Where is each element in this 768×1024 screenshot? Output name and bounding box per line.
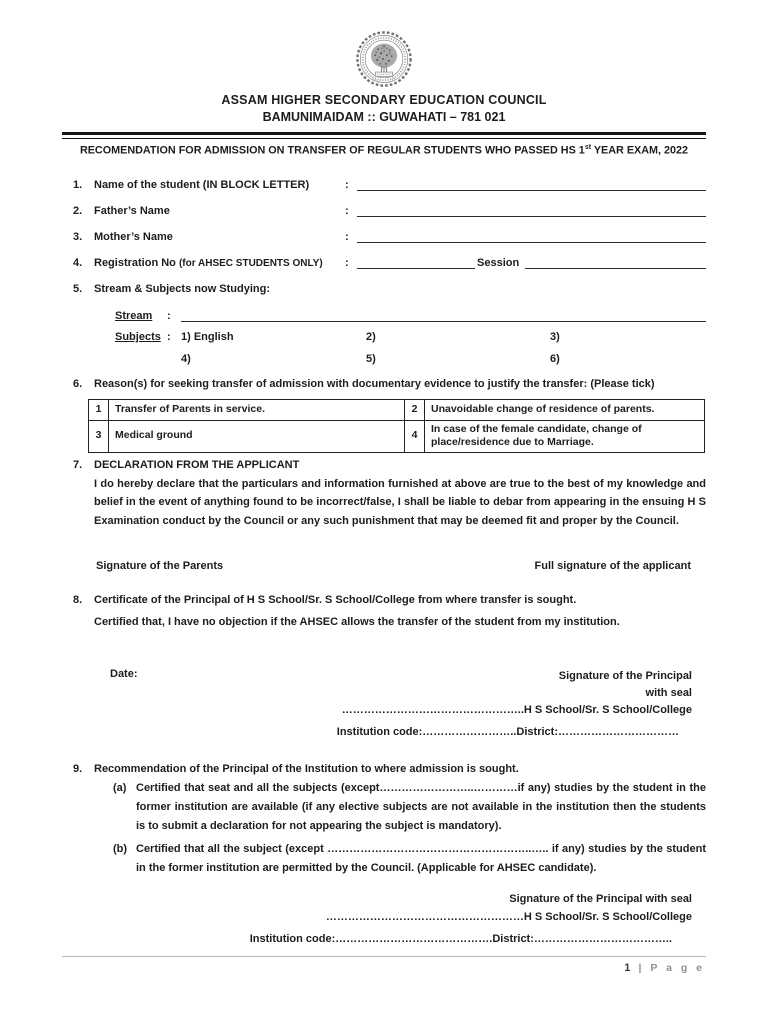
page-number: 1 [624,962,631,974]
item-a-text: Certified that seat and all the subjects (except……………………..…………if any) studies by the student in the former institution are available (if any elective subjects are not available in the institution then the students is to submit a declaration for not appearing the subject is mandatory). [136,782,706,833]
stream-subjects-heading: Stream & Subjects now Studying: [94,282,271,295]
principal-signature-line-1: Signature of the Principal [558,670,692,683]
reason-4-text: In case of the female candidate, change of place/residence due to Marriage. [425,420,705,452]
subject-slot-1: 1) English [181,330,234,343]
declaration-heading-row [73,459,706,471]
subject-slot-4: 4) [181,352,191,365]
mother-name-blank-line [357,229,706,243]
mother-name-label: Mother’s Name [94,230,173,243]
item-b-label: (b) [113,843,128,856]
father-name-label: Father’s Name [94,204,170,217]
colon: : [167,309,171,322]
document-title-main: RECOMENDATION FOR ADMISSION ON TRANSFER OF REGULAR STUDENTS WHO PASSED HS 1 [79,144,585,157]
subject-slot-3: 3) [550,330,560,343]
field-mother-name [73,229,706,243]
transfer-reasons-table [88,399,705,453]
reason-1-text: Transfer of Parents in service. [109,399,405,420]
document-header [0,0,768,124]
table-row [89,420,705,452]
item-number: 4. [73,256,83,269]
school-dotted-line: ………………………………………………H S School/Sr. S School/College [325,911,692,924]
recommendation-signature-block [73,890,706,948]
principal-recommendation-heading: Recommendation of the Principal of the Institution to where admission is sought. [94,763,519,776]
stream-label: Stream [115,309,153,322]
subjects-row-1 [115,331,706,345]
field-student-name [73,177,706,191]
item-a-label: (a) [113,782,127,795]
institution-code-district-line: Institution code:…………………………………….District:……………………………….. [249,933,672,946]
colon: : [167,330,171,343]
field-registration-no [73,255,706,269]
item-number: 6. [73,377,83,390]
school-dotted-line: …………………………………………..H S School/Sr. S School/College [341,704,692,717]
document-title [0,144,768,157]
page-label: | P a g e [638,962,705,974]
session-label: Session [477,256,520,269]
header-divider [62,132,706,139]
reason-3-number: 3 [89,420,109,452]
page-footer [624,962,705,974]
transfer-reason-heading: Reason(s) for seeking transfer of admission with documentary evidence to justify the transfer: (Please tick) [94,377,655,390]
document-title-tail: YEAR EXAM, 2022 [591,144,689,157]
registration-no-blank-line [357,255,475,269]
reason-4-number: 4 [405,420,425,452]
council-name: ASSAM HIGHER SECONDARY EDUCATION COUNCIL [221,93,547,107]
reason-1-number: 1 [89,399,109,420]
item-number: 3. [73,230,83,243]
item-b-text: Certified that all the subject (except ………………………………………………..….. if any) studies by the student in the former institution are permitted by the Council. (Applicable for AHSEC candidate). [136,843,706,875]
item-number: 2. [73,204,83,217]
principal-signature-line-2: with seal [645,687,692,700]
reason-2-number: 2 [405,399,425,420]
field-transfer-reason-heading [73,376,706,390]
declaration-heading: DECLARATION FROM THE APPLICANT [94,458,300,471]
item-number: 9. [73,763,83,776]
council-seal-icon [355,30,413,88]
institution-code-district-line: Institution code:……………………..District:…………………………… [336,726,679,739]
session-blank-line [525,255,706,269]
applicant-signature-label: Full signature of the applicant [534,560,691,573]
subject-slot-2: 2) [366,330,376,343]
registration-no-label [94,257,345,269]
colon: : [345,178,349,191]
colon: : [345,204,349,217]
principal-certificate-heading: Certificate of the Principal of H S School/Sr. S School/College from where transfer is sought. [94,594,577,607]
colon: : [345,230,349,243]
recommendation-item-a [113,779,706,836]
field-stream-subjects-heading [73,281,706,295]
table-row [89,399,705,420]
parents-signature-label: Signature of the Parents [96,560,224,573]
subject-slot-5: 5) [366,352,376,365]
principal-signature-block [138,668,706,741]
reason-2-text: Unavoidable change of residence of parents. [425,399,705,420]
principal-certificate-body: Certified that, I have no objection if the AHSEC allows the transfer of the student from my institution. [94,616,620,629]
item-number: 8. [73,594,83,607]
father-name-blank-line [357,203,706,217]
recommendation-item-b [113,840,706,878]
declaration-body: I do hereby declare that the particulars and information furnished at above are true to the best of my knowledge and belief in the event of anything found to be incorrect/false, I shall be liable to debar from appearing in the ensuing H S Examination conduct by the Council or any such punishment that may be deemed fit and proper by the Council. [94,477,706,527]
colon: : [345,256,349,269]
form-body [62,177,706,949]
declaration-signature-row [96,560,691,572]
registration-no-label-main: Registration No [94,256,179,269]
item-number: 1. [73,178,83,191]
registration-no-label-note: (for AHSEC STUDENTS ONLY) [178,257,323,269]
reason-3-text: Medical ground [109,420,405,452]
document-title-superscript: st [584,144,592,151]
stream-row [115,308,706,322]
subjects-label: Subjects [115,330,161,343]
item-number: 5. [73,282,83,295]
field-father-name [73,203,706,217]
stream-blank-line [181,308,706,322]
item-number: 7. [73,458,83,471]
subjects-row-2 [181,353,706,367]
footer-divider [62,956,706,957]
principal-certificate-heading-row [73,594,706,606]
principal-recommendation-heading-row [73,763,706,775]
council-address: BAMUNIMAIDAM :: GUWAHATI – 781 021 [262,110,506,124]
principal-signature-with-seal-line: Signature of the Principal with seal [509,893,692,906]
certificate-signature-block [73,668,706,741]
subject-slot-6: 6) [550,352,560,365]
student-name-label: Name of the student (IN BLOCK LETTER) [94,178,310,191]
date-label: Date: [110,668,138,681]
student-name-blank-line [357,177,706,191]
